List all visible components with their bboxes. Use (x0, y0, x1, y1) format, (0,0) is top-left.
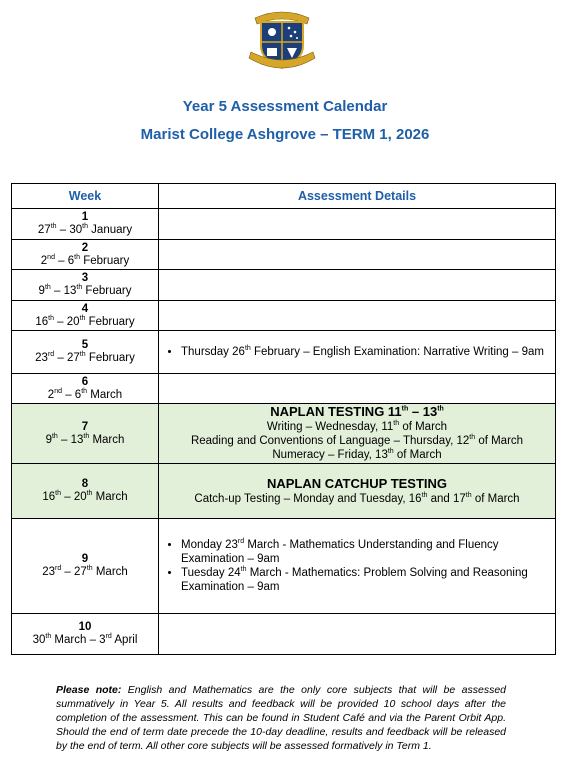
week-dates: 27th – 30th January (37, 223, 133, 236)
details-cell (159, 209, 556, 240)
week-cell (12, 404, 159, 464)
table-row (12, 519, 556, 614)
page-subtitle: Marist College Ashgrove – TERM 1, 2026 (140, 126, 430, 143)
week-number: 7 (81, 420, 89, 433)
week-dates: 23rd – 27th March (42, 565, 128, 578)
week-dates: 30th March – 3rd April (32, 633, 138, 646)
table-row (12, 270, 556, 301)
table-row (12, 209, 556, 240)
table-row (12, 614, 556, 655)
naplan-reading-line: Reading and Conventions of Language – Thursday, 12th of March (190, 434, 524, 447)
week-number: 5 (81, 339, 89, 351)
naplan-numeracy-line: Numeracy – Friday, 13th of March (272, 448, 442, 461)
details-cell (159, 301, 556, 331)
week-cell (12, 331, 159, 374)
week-dates: 16th – 20th March (42, 490, 128, 503)
week-column-header: Week (12, 184, 159, 209)
week-number: 4 (81, 302, 89, 315)
week-cell (12, 209, 159, 240)
page-title: Year 5 Assessment Calendar (182, 98, 388, 115)
footnote-text: English and Mathematics are the only core subjects that will be assessed summatively in Year 5. All results and feedback will be provided 10 school days after the completion of the assessment. This can be found in Student Café and via the Parent Orbit App. Should the end of term date precede the 10-day deadline, results and feedback will be released by the end of term. All other core subjects will be assessed formatively in Term 1. (56, 684, 507, 752)
table-header-row (12, 184, 556, 209)
naplan-details-cell (159, 404, 556, 464)
week-cell (12, 374, 159, 404)
details-column-header: Assessment Details (159, 184, 556, 209)
table-row (12, 301, 556, 331)
week-dates: 2nd – 6th February (40, 253, 130, 267)
details-cell (159, 374, 556, 404)
catchup-line: Catch-up Testing – Monday and Tuesday, 16th and 17th of March (194, 491, 520, 505)
week-cell (12, 464, 159, 519)
assessment-item: • Thursday 26th February – English Examination: Narrative Writing – 9am (181, 345, 549, 359)
table-row (12, 374, 556, 404)
week-dates: 9th – 13th March (45, 432, 125, 446)
week-number: 9 (81, 553, 89, 565)
assessment-item: • Monday 23rd March - Mathematics Understanding and Fluency Examination – 9am (181, 538, 549, 566)
week-dates: 2nd – 6th March (47, 387, 123, 401)
week-dates: 9th – 13th February (38, 284, 132, 297)
table-row-naplan (12, 404, 556, 464)
details-cell (159, 331, 556, 374)
naplan-writing-line: Writing – Wednesday, 11th of March (266, 420, 448, 433)
week-cell (12, 614, 159, 655)
week-number: 10 (78, 621, 92, 633)
week-number: 2 (81, 241, 89, 254)
assessment-item: • Tuesday 24th March - Mathematics: Problem Solving and Reasoning Examination – 9am (181, 566, 549, 594)
week-cell (12, 519, 159, 614)
table-row (12, 240, 556, 270)
naplan-heading: NAPLAN TESTING 11th – 13th (270, 404, 444, 419)
details-cell (159, 519, 556, 614)
week-dates: 16th – 20th February (35, 314, 135, 328)
details-cell (159, 270, 556, 301)
week-cell (12, 270, 159, 301)
table-row-naplan-catchup (12, 464, 556, 519)
details-cell (159, 240, 556, 270)
week-number: 8 (81, 478, 89, 490)
details-cell (159, 614, 556, 655)
week-cell (12, 301, 159, 331)
footnote-label: Please note: (56, 684, 122, 696)
catchup-details-cell (159, 464, 556, 519)
college-crest-logo (247, 8, 317, 74)
assessment-calendar-table (11, 183, 556, 655)
week-number: 1 (81, 211, 89, 223)
week-number: 6 (81, 375, 89, 388)
week-cell (12, 240, 159, 270)
footnote (56, 683, 506, 753)
week-dates: 23rd – 27th February (35, 351, 135, 364)
catchup-heading: NAPLAN CATCHUP TESTING (266, 475, 448, 491)
week-number: 3 (81, 272, 89, 284)
table-row (12, 331, 556, 374)
